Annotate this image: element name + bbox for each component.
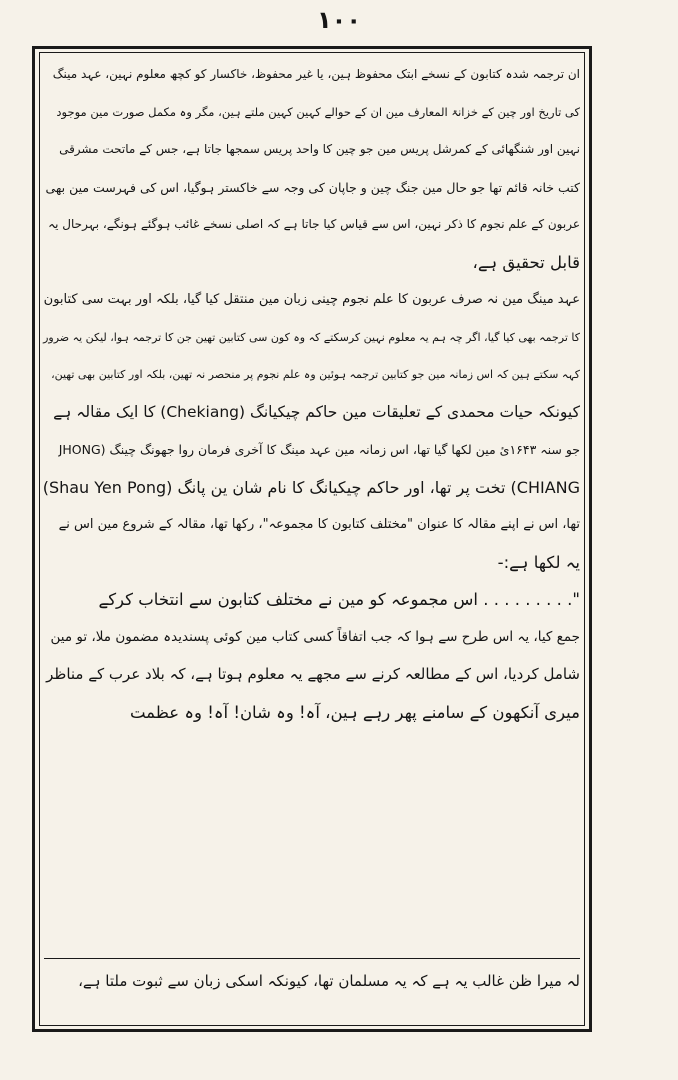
footnote: لہ میرا ظن غالب یہ ہے کہ یہ مسلمان تھا، کیونکہ اسکی زبان سے ثبوت ملتا ہے،	[78, 972, 580, 990]
body-text	[44, 56, 580, 956]
quote-line: میری آنکھون کے سامنے پھر رہے ہین، آہ! وہ شان! آہ! وہ عظمت	[129, 702, 580, 722]
text-line: یہ لکھا ہے:-	[497, 552, 580, 572]
text-line: CHIANG) تخت پر تھا، اور حاکم چیکیانگ کا نام شان ین پانگ (Shau Yen Pong)	[42, 477, 580, 497]
text-line: عہد مینگ مین نہ صرف عربون کا علم نجوم چینی زبان مین منتقل کیا گیا، بلکہ اور بہت سی کتابون	[43, 292, 580, 307]
quote-line: شامل کردیا، اس کے مطالعہ کرنے سے مجھے یہ معلوم ہوتا ہے، کہ بلاد عرب کے مناظر	[46, 665, 580, 683]
text-line: نہین اور شنگھائی کے کمرشل پریس مین جو چین کا واحد پریس سمجھا جاتا ہے، جس کے ماتحت مشرقی	[59, 142, 580, 156]
text-line: کتب خانہ قائم تھا جو حال مین جنگ چین و جاپان کی وجہ سے خاکستر ہوگیا، اس کی فہرست مین بھی	[45, 179, 580, 195]
text-line: کا ترجمہ بھی کیا گیا، اگر چہ ہم یہ معلوم نہین کرسکتے کہ وہ کون سی کتابین تھین جن کا ترجمہ ہوا، لیکن یہ ضرور	[43, 330, 580, 344]
text-line: کی تاریخ اور چین کے خزانۃ المعارف مین ان کے حوالے کہین کہین ملتے ہین، مگر وہ مکمل صورت مین موجود	[56, 104, 580, 119]
quote-line: ". . . . . . . . . اس مجموعہ کو مین نے مختلف کتابون سے انتخاب کرکے	[98, 590, 580, 609]
footnote-divider	[44, 958, 580, 959]
text-line: قابل تحقیق ہے،	[472, 252, 580, 272]
text-line: تھا، اس نے اپنے مقالہ کا عنوان "مختلف کتابون کا مجموعہ"، رکھا تھا، مقالہ کے شروع مین اس نے	[58, 517, 580, 532]
text-line: کہہ سکتے ہین کہ اس زمانہ مین جو کتابین ترجمہ ہوئین وہ علم نجوم پر منحصر نہ تھین، بلکہ اور کتابین بھی تھین،	[51, 368, 580, 381]
text-line: جو سنہ ۱۶۴۳ئ مین لکھا گیا تھا، اس زمانہ مین عہد مینگ کا آخری فرمان روا جھونگ چینگ (JHONG	[58, 442, 580, 457]
quote-line: جمع کیا، یہ اس طرح سے ہوا کہ جب اتفاقاً کسی کتاب مین کوئی پسندیدہ مضمون ملا، تو مین	[50, 628, 580, 645]
text-line: کیونکہ حیات محمدی کے تعلیقات مین حاکم چیکیانگ (Chekiang) کا ایک مقالہ ہے	[53, 402, 580, 421]
page-number: ١٠٠	[317, 6, 361, 34]
text-line: ان ترجمہ شدہ کتابون کے نسخے ابتک محفوظ ہین، یا غیر محفوظ، خاکسار کو کچھ معلوم نہین، عہد مینگ	[52, 67, 580, 81]
text-line: عربون کے علم نجوم کا ذکر نہین، اس سے قیاس کیا جاتا ہے کہ اصلی نسخے غائب ہوگئے ہونگے، بہرحال یہ	[48, 217, 580, 231]
